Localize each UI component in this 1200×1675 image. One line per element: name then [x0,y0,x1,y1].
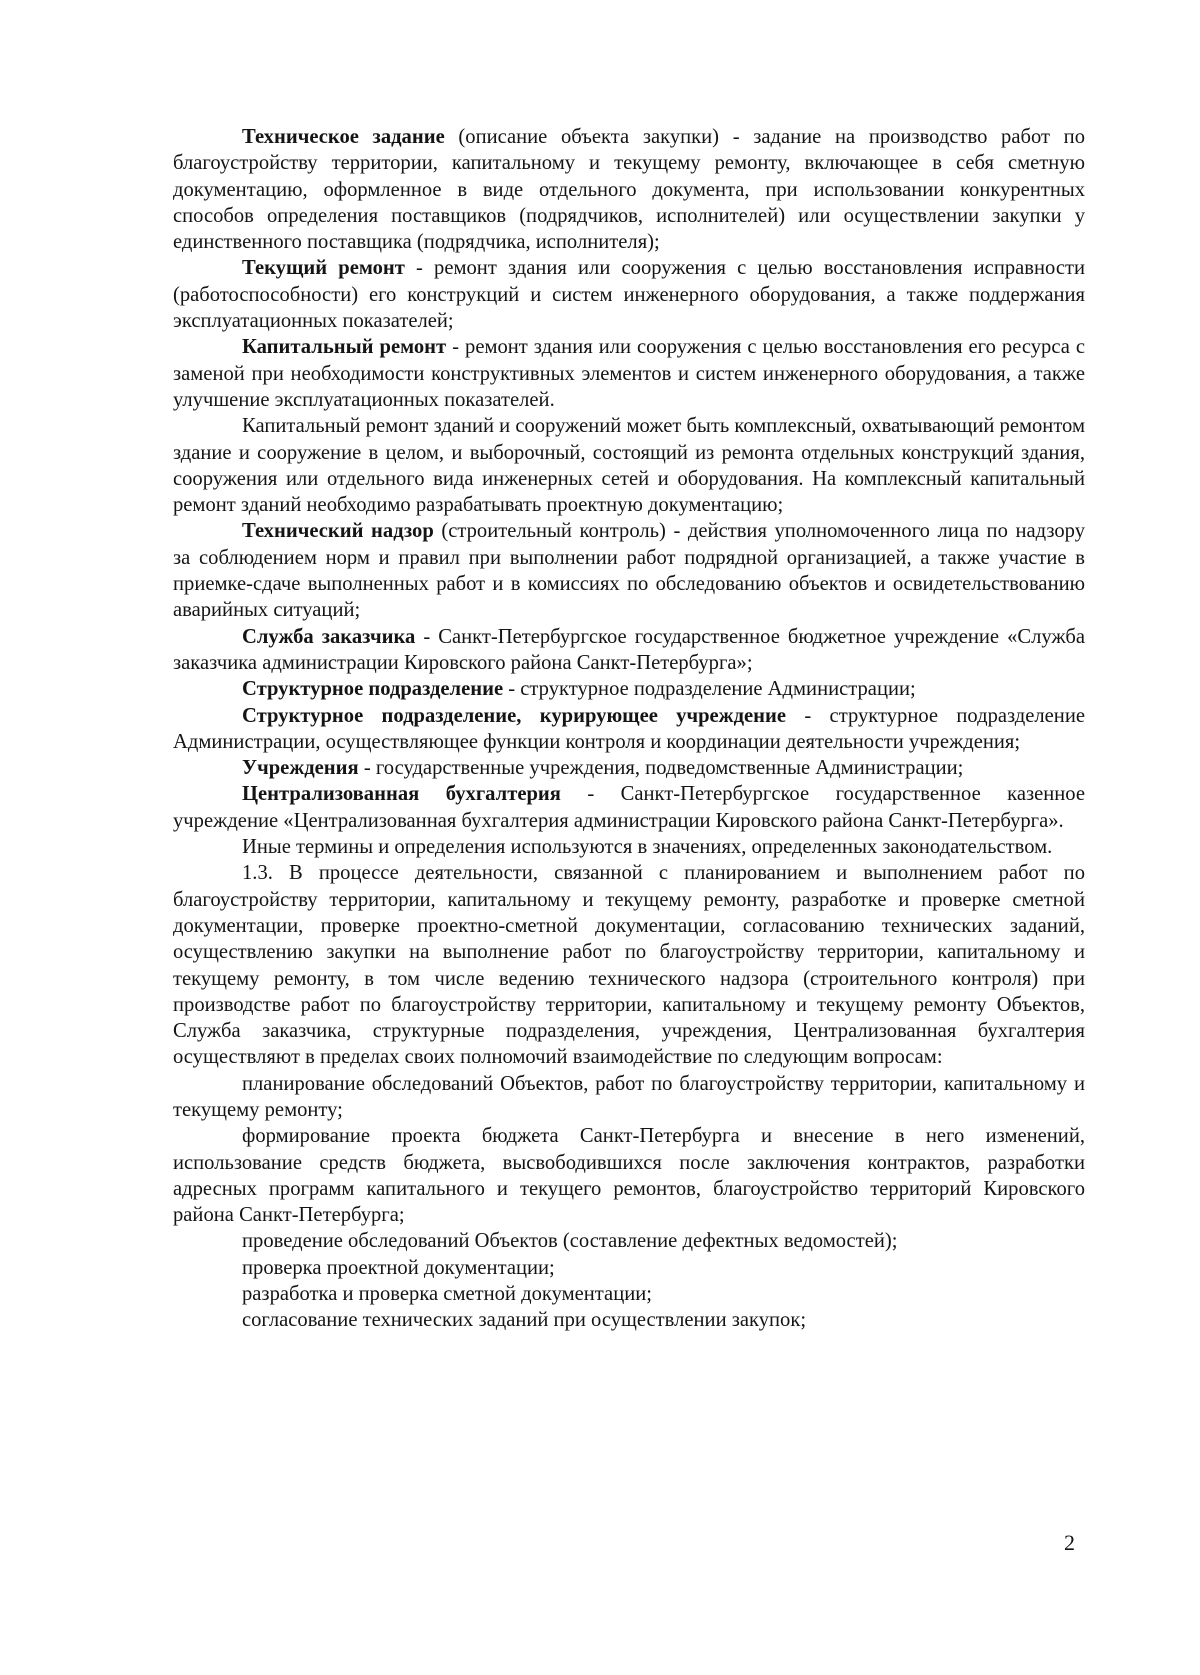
paragraph-text: - структурное подразделение Администрации; [503,678,916,701]
paragraph [173,860,1085,1070]
paragraph-text: - Санкт-Петербургское государственное казенное учреждение «Централизованная бухгалтерия администрации Кировского района Санкт-Петербурга». [173,783,1085,832]
paragraph-text: формирование проекта бюджета Санкт-Петербурга и внесение в него изменений, использование средств бюджета, высвободившихся после заключения контрактов, разработки адресных программ капитального и текущего ремонтов, благоустройство территорий Кировского района Санкт-Петербурга; [173,1125,1085,1227]
paragraph-text: - государственные учреждения, подведомственные Администрации; [358,757,964,780]
paragraph [173,676,1085,702]
paragraph-text: - ремонт здания или сооружения с целью восстановления его ресурса с заменой при необходимости конструктивных элементов и систем инженерного оборудования, а также улучшение эксплуатационных показателей. [173,336,1086,411]
paragraph [173,781,1085,834]
paragraph [173,1281,1085,1307]
page-number: 2 [1064,1530,1075,1555]
paragraph [173,1307,1085,1333]
term: Структурное подразделение [242,678,504,701]
term: Техническое задание [242,126,445,148]
paragraph [173,124,1085,255]
paragraph [173,334,1085,413]
term: Капитальный ремонт [242,336,447,359]
term: Текущий ремонт [242,257,405,280]
paragraph [173,624,1085,677]
term: Структурное подразделение, курирующее учреждение [242,704,787,727]
paragraph-text: планирование обследований Объектов, работ по благоустройству территории, капитальному и текущему ремонту; [173,1072,1085,1121]
paragraph-text: - структурное подразделение Администрации, осуществляющее функции контроля и координации деятельности учреждения; [173,704,1085,753]
paragraph [173,255,1085,334]
paragraph [173,518,1085,623]
paragraph-text: проверка проектной документации; [242,1256,555,1279]
paragraph-text: - Санкт-Петербургское государственное бюджетное учреждение «Служба заказчика администрации Кировского района Санкт-Петербурга»; [173,625,1085,674]
paragraph-text: Капитальный ремонт зданий и сооружений может быть комплексный, охватывающий ремонтом здание и сооружение в целом, и выборочный, состоящий из ремонта отдельных конструкций здания, сооружения или отдельного вида инженерных сетей и оборудования. На комплексный капитальный ремонт зданий необходимо разрабатывать проектную документацию; [173,415,1085,517]
paragraph-text: 1.3. В процессе деятельности, связанной с планированием и выполнением работ по благоустройству территории, капитальному и текущему ремонту, разработке и проверке сметной документации, проверке проектно-сметной документации, согласованию технических заданий, осуществлению закупки на выполнение работ по благоустройству территории, капитальному и текущему ремонту, в том числе ведению технического надзора (строительного контроля) при производстве работ по благоустройству территории, капитальному и текущему ремонту Объектов, Служба заказчика, структурные подразделения, учреждения, Централизованная бухгалтерия осуществляют в пределах своих полномочий взаимодействие по следующим вопросам: [173,862,1085,1069]
paragraph-text: разработка и проверка сметной документации; [242,1283,652,1306]
term: Технический надзор [242,520,434,543]
paragraph [173,413,1085,518]
paragraph [173,1228,1085,1254]
paragraph [173,1255,1085,1281]
term: Служба заказчика [242,625,416,648]
paragraph-text: проведение обследований Объектов (составление дефектных ведомостей); [242,1230,898,1253]
paragraph [173,755,1085,781]
document-body [173,124,1085,1334]
paragraph [173,834,1085,860]
paragraph [173,703,1085,756]
term: Централизованная бухгалтерия [242,783,561,806]
paragraph-text: (строительный контроль) - действия уполномоченного лица по надзору за соблюдением норм и правил при выполнении работ подрядной организацией, а также участие в приемке-сдаче выполненных работ и в комиссиях по обследованию объектов и освидетельствованию аварийных ситуаций; [173,520,1085,622]
paragraph-text: (описание объекта закупки) - задание на производство работ по благоустройству территории, капитальному и текущему ремонту, включающее в себя сметную документацию, оформленное в виде отдельного документа, при использовании конкурентных способов определения поставщиков (подрядчиков, исполнителей) или осуществлении закупки у единственного поставщика (подрядчика, исполнителя); [173,126,1085,254]
paragraph [173,1123,1085,1228]
paragraph [173,1071,1085,1124]
paragraph-text: согласование технических заданий при осуществлении закупок; [242,1309,807,1332]
paragraph-text: Иные термины и определения используются в значениях, определенных законодательством. [242,836,1053,859]
paragraph-text: - ремонт здания или сооружения с целью восстановления исправности (работоспособности) его конструкций и систем инженерного оборудования, а также поддержания эксплуатационных показателей; [173,257,1085,333]
term: Учреждения [242,757,359,780]
